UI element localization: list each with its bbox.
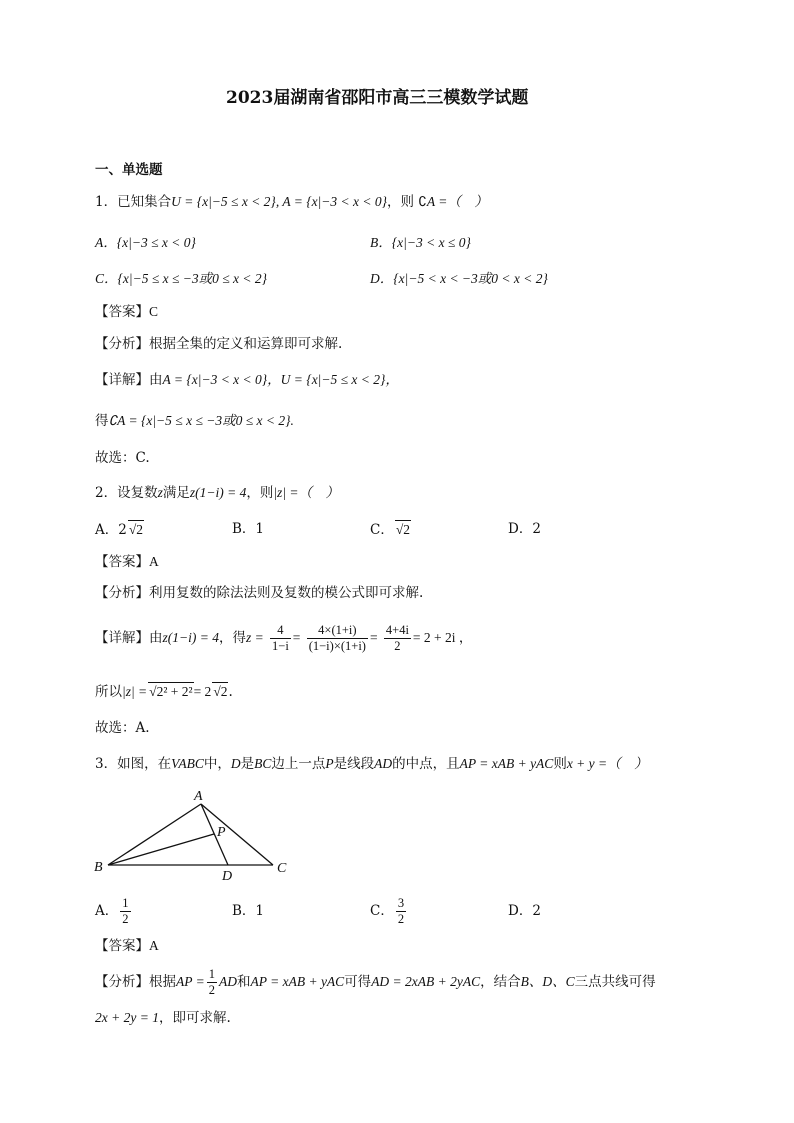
q3-option-c-label: C． [370,903,394,919]
q1-stem-after: A =（ ） [426,194,488,209]
q1-stem [95,193,488,211]
q1-answer-value: C [149,304,159,319]
q1-option-d: D．{x|−5 < x < −3或0 < x < 2} [370,271,548,286]
label-c: C [277,861,287,876]
q2-answer-value: A [149,554,159,569]
q3-stem-a: 3．如图，在 [95,756,172,772]
q2-answer [95,553,159,571]
analysis-tag: 【分析】 [95,336,149,352]
q2-line2-b: |z| = [122,684,148,699]
q3-analysis-d: 和 [236,974,251,990]
q2-fraction-3: $\frac{4+4i}{2}$ [385,623,409,653]
q1-analysis-text: 根据全集的定义和运算即可求解. [149,336,343,352]
q2-option-d: D．2 [508,521,541,537]
q2-stem [95,484,339,502]
segment-bp [108,834,214,865]
q2-stem-b: z [157,485,163,500]
q3-analysis-f: 可得 [344,974,372,990]
answer-tag: 【答案】 [95,554,149,570]
q2-detail-a: 由 [149,630,163,646]
q1-analysis [95,335,342,353]
q3-stem-i: 是线段 [333,756,375,772]
q2-option-b: B．1 [232,521,265,537]
q1-option-c: C．{x|−5 ≤ x ≤ −3或0 ≤ x < 2} [95,271,268,286]
q3-analysis-g: AD = 2xAB + 2yAC [371,974,481,989]
q2-option-a-label: A．2 [95,522,127,538]
q3-stem-h: P [325,756,334,771]
q1-detail-line1 [95,371,399,389]
q2-fraction-1: $\frac{4}{1-i}$ [272,623,289,653]
q3-stem-c: 中， [203,756,231,772]
q3-option-b: B．1 [232,903,265,919]
q3-stem-f: BC [254,756,272,771]
q3-answer [95,937,159,955]
q2-option-a [95,520,144,539]
q3-analysis-i: B、D、C [520,974,575,989]
q1-detail-1b: A = {x|−3 < x < 0}，U = {x|−5 ≤ x < 2}， [162,372,399,387]
q3-option-d: D．2 [508,903,541,919]
q2-stem-a: 2．设复数 [95,485,158,501]
q1-stem-suffix: ，则 ∁ [387,194,427,210]
q3-analysis-e: AP = xAB + yAC [250,974,345,989]
q2-stem-f: |z| =（ ） [273,485,339,500]
q2-line2-a: 所以 [95,684,122,700]
q3-analysis-line2a: 2x + 2y = 1 [95,1010,159,1025]
q3-option-c [370,895,408,927]
q2-line2-radical: √2² + 2² [149,684,193,699]
q1-conclusion: 故选：C. [95,450,150,466]
q1-stem-math: U = {x|−5 ≤ x < 2}, A = {x|−3 < x < 0} [171,194,388,209]
q3-analysis-line2b: ，即可求解. [158,1010,231,1026]
q3-analysis-c: AD [218,974,237,989]
q2-option-c-radicand: √2 [395,522,411,537]
q3-stem-d: D [230,756,241,771]
label-d: D [222,869,233,884]
q2-line2-d: . [228,684,233,700]
q1-option-b: B．{x|−3 < x ≤ 0} [370,235,471,250]
q3-analysis-b: AP = [176,974,205,989]
q1-detail-2b: ∁ [108,413,118,428]
q3-option-a [95,895,133,927]
q3-analysis-fraction: $\frac{1}{2}$ [208,967,215,997]
label-p: P [217,825,226,840]
q3-stem-j: AD [374,756,393,771]
page-title: 2023届湖南省邵阳市高三三模数学试题 [226,88,529,108]
q3-analysis-a: 根据 [149,974,176,990]
triangle-figure [90,785,300,885]
q3-stem [95,755,648,773]
q2-line2-radical-2: √2 [213,684,228,699]
q3-stem-e: 是 [240,756,255,772]
q3-option-a-fraction: $\frac{1}{2}$ [122,896,129,926]
q1-option-a: A．{x|−3 ≤ x < 0} [95,235,196,250]
q2-option-c-label: C． [370,522,394,538]
detail-tag: 【详解】 [95,630,149,646]
label-b: B [94,860,103,875]
label-a: A [194,789,203,804]
q3-stem-g: 边上一点 [271,756,326,772]
analysis-tag: 【分析】 [95,974,149,990]
q3-stem-n: x + y =（ ） [566,756,648,771]
q1-detail-line2 [95,412,294,430]
q2-analysis [95,584,423,602]
q3-analysis-line1 [95,965,656,999]
q3-option-a-label: A． [95,903,119,919]
q1-detail-1a: 由 [149,372,163,388]
answer-tag: 【答案】 [95,938,149,954]
q3-stem-m: 则 [553,756,567,772]
side-ab [108,804,201,865]
answer-tag: 【答案】 [95,304,149,320]
section-heading: 一、单选题 [95,162,163,178]
detail-tag: 【详解】 [95,372,149,388]
q2-line2-c: = 2 [193,684,212,699]
q1-stem-prefix: 1．已知集合 [95,194,172,210]
q2-detail-b: z(1−i) = 4 [162,630,219,645]
q2-stem-d: z(1−i) = 4 [189,485,247,500]
q1-detail-2c: A = {x|−5 ≤ x ≤ −3或0 ≤ x < 2}. [117,413,294,428]
q3-stem-b: VABC [171,756,204,771]
q3-analysis-line2 [95,1009,231,1027]
q3-analysis-j: 三点共线可得 [574,974,656,990]
q2-option-a-radicand: √2 [128,522,144,537]
q2-detail-c: ，得 [218,630,246,646]
q2-stem-e: ，则 [246,485,274,501]
q2-detail-d: z = [245,630,264,645]
q2-stem-c: 满足 [162,485,190,501]
q1-detail-2a: 得 [95,413,109,429]
q2-conclusion: 故选：A. [95,720,150,736]
q3-stem-k: 的中点，且 [392,756,460,772]
q1-answer [95,303,158,321]
q3-answer-value: A [149,938,159,953]
q3-analysis-h: ，结合 [480,974,521,990]
q2-option-c [370,520,411,539]
q3-option-c-fraction: $\frac{3}{2}$ [397,896,405,926]
q2-detail-line2 [95,682,233,701]
analysis-tag: 【分析】 [95,585,149,601]
q2-fraction-2: $\frac{4\times(1+i)}{(1-i)\times(1+i)}$ [308,623,366,653]
q2-detail-line1: 【详解】由z(1−i) = 4，得z = $\frac{4}{1-i}$ = $\frac{4\times(1+i)}{(1-i)\times(1+i)}$ = $\frac{4+4i}{2}$ = 2 + 2i ， [95,623,473,653]
q3-stem-l: AP = xAB + yAC [459,756,554,771]
q2-analysis-text: 利用复数的除法法则及复数的模公式即可求解. [149,585,424,601]
q2-detail-e: = 2 + 2i ， [412,630,473,645]
